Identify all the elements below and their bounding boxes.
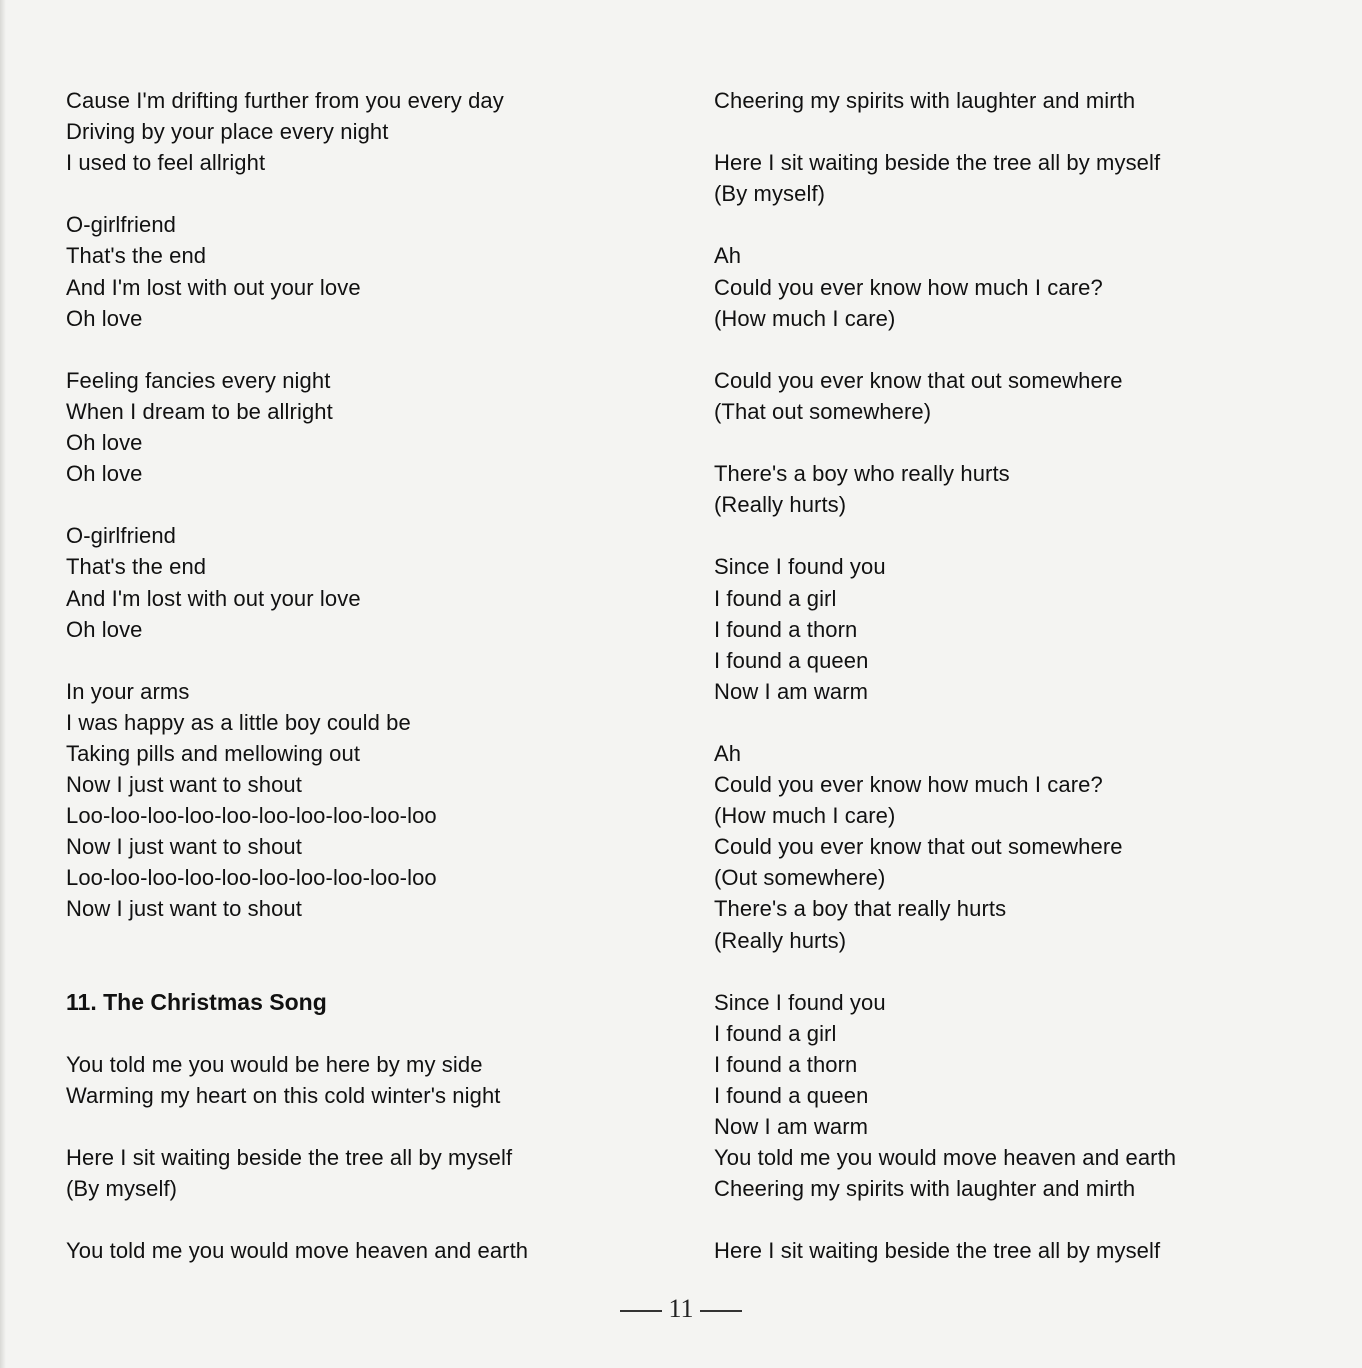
lyric-line: And I'm lost with out your love xyxy=(66,585,361,611)
page-number-value: 11 xyxy=(668,1294,694,1323)
lyric-line: O-girlfriend xyxy=(66,523,177,549)
page-number xyxy=(0,1294,1362,1324)
page-number-dash-right xyxy=(700,1310,742,1312)
lyric-line: Feeling fancies every night xyxy=(66,367,331,393)
stanza-break xyxy=(66,178,666,209)
lyric-line: Here I sit waiting beside the tree all by myself xyxy=(714,150,1161,176)
stanza-break xyxy=(66,1018,666,1049)
lyric-line: (How much I care) xyxy=(714,803,896,829)
lyric-line: And I'm lost with out your love xyxy=(66,274,361,300)
stanza-break xyxy=(714,427,1334,458)
lyric-line: That's the end xyxy=(66,243,207,269)
lyric-line: You told me you would move heaven and earth xyxy=(714,1145,1177,1171)
lyric-line: Taking pills and mellowing out xyxy=(66,740,361,766)
lyric-line: Could you ever know that out somewhere xyxy=(714,834,1123,860)
stanza-break xyxy=(714,1204,1334,1235)
stanza-break xyxy=(714,707,1334,738)
stanza-break xyxy=(714,334,1334,365)
lyric-line: (How much I care) xyxy=(714,305,896,331)
lyric-line: Cheering my spirits with laughter and mirth xyxy=(714,88,1136,113)
stanza-break xyxy=(66,334,666,365)
lyric-line: In your arms xyxy=(66,678,190,704)
lyric-line: When I dream to be allright xyxy=(66,398,333,424)
lyric-line: Cause I'm drifting further from you every day xyxy=(66,88,504,113)
lyric-line: I found a thorn xyxy=(714,1051,858,1077)
lyric-line: O-girlfriend xyxy=(66,212,177,238)
lyric-line: Loo-loo-loo-loo-loo-loo-loo-loo-loo-loo xyxy=(66,865,437,891)
lyric-line: Since I found you xyxy=(714,989,886,1015)
lyric-line: (Out somewhere) xyxy=(714,865,886,891)
lyric-line: Ah xyxy=(714,243,742,269)
lyric-line: Could you ever know that out somewhere xyxy=(714,367,1123,393)
lyric-line: Now I just want to shout xyxy=(66,834,302,860)
song-title: 11. The Christmas Song xyxy=(66,988,327,1015)
page-edge-shadow xyxy=(0,0,6,1368)
lyric-line: (That out somewhere) xyxy=(714,398,932,424)
lyric-line: (By myself) xyxy=(66,1176,178,1202)
stanza-break xyxy=(66,1204,666,1235)
lyric-line: (Really hurts) xyxy=(714,492,847,518)
lyric-line: Now I just want to shout xyxy=(66,772,302,798)
lyric-line: Now I just want to shout xyxy=(66,896,302,922)
lyric-line: Here I sit waiting beside the tree all by myself xyxy=(714,1238,1161,1264)
lyric-line: I found a queen xyxy=(714,1083,869,1108)
stanza-break xyxy=(714,520,1334,551)
stanza-break xyxy=(66,645,666,676)
stanza-break xyxy=(714,209,1334,240)
lyric-line: Now I am warm xyxy=(714,678,869,704)
lyric-line: Since I found you xyxy=(714,554,886,580)
stanza-break xyxy=(66,489,666,520)
lyric-line: Oh love xyxy=(66,430,143,456)
lyric-line: I found a girl xyxy=(714,585,837,611)
stanza-break xyxy=(66,925,666,956)
lyric-line: Cheering my spirits with laughter and mirth xyxy=(714,1176,1136,1202)
lyric-line: Here I sit waiting beside the tree all by myself xyxy=(66,1145,513,1171)
lyric-line: Warming my heart on this cold winter's night xyxy=(66,1083,501,1108)
lyric-line: There's a boy that really hurts xyxy=(714,896,1007,922)
lyric-line: I found a queen xyxy=(714,647,869,673)
left-lyrics-column xyxy=(66,85,666,1267)
right-lyrics-column xyxy=(714,85,1334,1267)
lyric-line: You told me you would move heaven and earth xyxy=(66,1238,529,1264)
lyric-line: Could you ever know how much I care? xyxy=(714,274,1103,300)
lyric-line: There's a boy who really hurts xyxy=(714,461,1010,487)
lyric-line: (By myself) xyxy=(714,181,826,207)
stanza-break xyxy=(714,956,1334,987)
lyric-line: Oh love xyxy=(66,616,143,642)
lyric-line: Driving by your place every night xyxy=(66,119,389,145)
lyric-line: Could you ever know how much I care? xyxy=(714,772,1103,798)
stanza-break xyxy=(66,1111,666,1142)
lyric-line: I found a thorn xyxy=(714,616,858,642)
stanza-break xyxy=(714,116,1334,147)
lyric-line: Oh love xyxy=(66,461,143,487)
lyric-line: You told me you would be here by my side xyxy=(66,1051,483,1077)
page-number-dash-left xyxy=(620,1310,662,1312)
lyric-line: I used to feel allright xyxy=(66,150,266,176)
lyric-line: (Really hurts) xyxy=(714,927,847,953)
lyric-line: Oh love xyxy=(66,305,143,331)
lyric-line: Now I am warm xyxy=(714,1114,869,1140)
lyric-line: That's the end xyxy=(66,554,207,580)
stanza-break xyxy=(66,956,666,987)
lyric-line: I was happy as a little boy could be xyxy=(66,709,411,735)
lyric-line: I found a girl xyxy=(714,1020,837,1046)
lyric-line: Ah xyxy=(714,740,742,766)
lyric-line: Loo-loo-loo-loo-loo-loo-loo-loo-loo-loo xyxy=(66,803,437,829)
